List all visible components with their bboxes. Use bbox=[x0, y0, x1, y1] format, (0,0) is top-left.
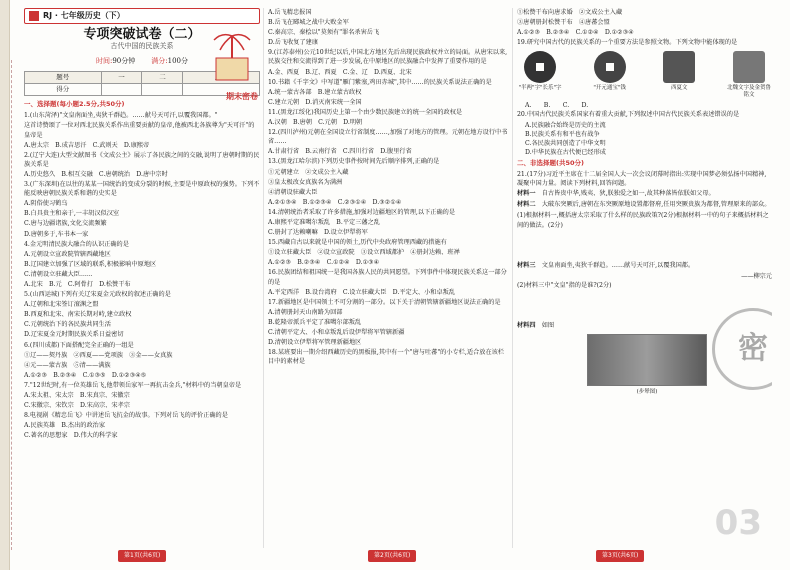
coin-icon bbox=[594, 51, 626, 83]
score-label-cell: 得分 bbox=[25, 84, 102, 96]
question-line: A.②①③④ B.①②③④ C.②③①④ D.③②①④ bbox=[268, 198, 402, 206]
question-line: C.元朝统治下的各民族共同生活 bbox=[24, 321, 111, 329]
score-header-cell: 题号 bbox=[25, 72, 102, 84]
section-one-heading: 一、选择题(每小题2.5分,共50分) bbox=[24, 100, 125, 109]
question-line: 14.清朝统治者采取了许多措施,加强对边疆地区的管理,以下正确的是 bbox=[268, 208, 456, 216]
question-line: 7."12世纪时,有一位英雄岳飞,他带领岳家军一再抗击金兵,"材料中的当朝皇帝是 bbox=[24, 381, 242, 389]
question-line: A.历史悠久 B.相互交融 C.唐朝统治 D.唐中宗时 bbox=[24, 170, 168, 178]
question-line: 8.电视剧《精忠岳飞》中讲述岳飞抗金的故事。下列对岳飞的评价正确的是 bbox=[24, 412, 228, 420]
column-divider bbox=[512, 8, 513, 548]
question-line: A.北宋 B.元 C.阿骨打 D.松赞干布 bbox=[24, 280, 131, 288]
question-line: ①设立驻藏大臣 ②设立宣政院 ③设立西域都护 ④册封达赖、班禅 bbox=[268, 249, 460, 257]
question-line: A.汉朝 B.唐朝 C.元朝 D.明朝 bbox=[268, 119, 363, 127]
exam-title: 专项突破试卷（二） bbox=[83, 27, 201, 42]
round-seal-stamp: 密 bbox=[712, 308, 772, 390]
question-line: 16.民族团结和祖国统一是我国各族人民的共同愿望。下列事件中体现民族关系这一部分的是 bbox=[268, 269, 507, 286]
question-line: D.清朝设立伊犁将军管理新疆地区 bbox=[268, 339, 362, 347]
option: C.各民族共同创造了中华文明 bbox=[525, 139, 606, 147]
question-line: C.册封了达赖喇嘛 D.设立伊犁将军 bbox=[268, 229, 368, 237]
question-line: 17.新疆地区是中国领土不可分割的一部分。以下关于清朝管辖新疆地区说法正确的是 bbox=[268, 298, 501, 306]
coin-icon bbox=[524, 51, 556, 83]
binding-cut-line bbox=[11, 60, 17, 550]
artifact-b: "开元通宝"钱 bbox=[587, 51, 633, 99]
question-line: D.辽宋夏金元时期民族关系日益密切 bbox=[24, 331, 124, 339]
question-line: C.秦高宗、秦桧以"莫须有"罪名杀害岳飞 bbox=[268, 29, 380, 37]
question-line: A.平定西洋 B.设台湾府 C.设立驻藏大臣 D.平定大、小和卓叛乱 bbox=[268, 288, 456, 296]
question-line: A.岳飞精忠报国 bbox=[268, 9, 312, 16]
section-two-heading: 二、非选择题(共50分) bbox=[517, 158, 584, 167]
final-exam-stamp: 期末密卷 bbox=[226, 92, 258, 101]
question-line: ④清朝设驻藏大臣 bbox=[268, 188, 318, 196]
question-line: ③唐朝册封松赞干布 ④唐蕃会盟 bbox=[517, 19, 610, 27]
question-20: 20.中国古代民族关系国家有着重大贡献,下列叙述中国古代民族关系表述错误的是 bbox=[517, 111, 740, 119]
painting-image bbox=[587, 334, 707, 386]
question-line: B.岳飞在郾城之战中大败金军 bbox=[268, 19, 349, 27]
question-line: 2.(辽宁大连)大型文献图书《文成公主》展示了各民族之间的交融,说明了唐朝时期的民族关系是 bbox=[24, 151, 260, 168]
material-3-source: ——柳宗元 bbox=[741, 272, 772, 280]
series-logo-icon bbox=[29, 11, 39, 21]
question-line: 5.(山西运城)下列有关辽宋夏金元政权的叙述正确的是 bbox=[24, 291, 171, 299]
artifact-d: 北魏文字及金贺鲁铭文 bbox=[726, 51, 772, 99]
question-line: ①松赞干布向唐求婚 ②文成公主入藏 bbox=[517, 9, 623, 16]
question-line: D.岳飞收复了建康 bbox=[268, 39, 319, 47]
exam-subtitle: 古代中国的民族关系 bbox=[110, 42, 174, 51]
question-line: C.清朝设立驻藏大臣…… bbox=[24, 270, 93, 278]
question-line: B.白具贵主和亲于,一丰胡汉似汉室 bbox=[24, 210, 120, 218]
question-line: 11.(黑龙江绥化)我国历史上第一个由少数民族建立的统一全国的政权是 bbox=[268, 108, 463, 116]
painting-caption: (步辇图) bbox=[636, 388, 658, 395]
question-line: 3.(广东深圳)在以往的某某一国统治的变成分裂的时候,主要是中原政权的强势。下列不能反映唐朝民族关系和谐的史实是 bbox=[24, 181, 260, 198]
material-4: 材料四 如图 bbox=[517, 321, 555, 329]
score-header-cell: 二 bbox=[142, 72, 183, 84]
question-line: A.辽朝和北宋签订澶渊之盟 bbox=[24, 301, 99, 309]
option: B.民族关系有和平也有战争 bbox=[525, 130, 600, 138]
page-watermark-number: 03 bbox=[714, 502, 762, 543]
question-list-1 bbox=[24, 111, 260, 440]
artifact-images bbox=[517, 51, 772, 99]
column-1 bbox=[24, 8, 260, 548]
question-line: 13.(黑龙江哈尔滨)下列历史事件按时间先后顺序排列,正确的是 bbox=[268, 158, 440, 166]
question-line: B.乾隆帝派兵平定了准噶尔部叛乱 bbox=[268, 318, 362, 326]
binding-strip bbox=[0, 0, 10, 570]
question-line: A.宋太祖、宋太宗 B.宋真宗、宋徽宗 bbox=[24, 392, 130, 399]
question-line: 这首诗赞颂了一位对西北民族关系作出重要贡献的皇帝,他被西北各族尊为"天可汗"的皇帝是 bbox=[24, 122, 255, 139]
material-1: 材料一 自古皆贵中华,贱夷、狄,朕独爱之如一,故其种落皆依朕如父母。 bbox=[517, 190, 715, 198]
question-line: 15.西藏自古以来就是中国的领土,历代中央政府管理西藏的措施有 bbox=[268, 239, 447, 247]
page-footer-1: 第1页(共6页) bbox=[118, 550, 166, 562]
question-line: A.①②③ B.②③④ C.①③⑤ D.①②③④⑤ bbox=[24, 371, 147, 379]
question-line: A.元朝设立宣政院管辖西藏地区 bbox=[24, 250, 111, 258]
question-line: A.统一蒙古各部 B.建立蒙古政权 bbox=[268, 88, 362, 96]
question-line: A.清朝册封天山南路为回部 bbox=[268, 308, 343, 316]
option: A.民族融合始终是历史的主流 bbox=[525, 121, 606, 129]
question-line: C.著名的思想家 D.伟大的科学家 bbox=[24, 432, 118, 440]
series-label: RJ · 七年级历史（下） bbox=[43, 11, 125, 21]
seal-icon bbox=[663, 51, 695, 83]
question-21-2: (2)材料三中"文皇"指的是谁?(2分) bbox=[517, 281, 612, 289]
question-line: B.西夏和北宋、南宋长期对峙,建立政权 bbox=[24, 311, 132, 319]
artifact-a: "半两"字"长乐"字 bbox=[517, 51, 563, 99]
page-footer-3: 第3页(共6页) bbox=[596, 550, 644, 562]
statue-icon bbox=[733, 51, 765, 83]
question-21: 21.(17分)习近平主席在十二届全国人大一次会议闭幕时指出:实现中国梦必须弘扬中国精神,凝聚中国力量。阅读下列材料,回答问题。 bbox=[517, 171, 767, 188]
question-line: ④元——蒙古族 ⑤清——满族 bbox=[24, 361, 111, 369]
series-header bbox=[24, 8, 260, 24]
palm-tree-icon bbox=[208, 28, 256, 86]
question-line: C.宋徽宗、宋钦宗 D.宋高宗、宋孝宗 bbox=[24, 402, 130, 410]
score-input-cell[interactable] bbox=[142, 84, 183, 96]
question-line: A.①②③ B.②③④ C.①②④ D.①②③④ bbox=[517, 29, 634, 37]
question-line: C.建立元朝 D.消灭南宋统一全国 bbox=[268, 98, 362, 106]
question-line: B.辽国建立加强了区域的联系,积极影响中原地区 bbox=[24, 260, 157, 268]
question-19: 19.研究中国古代的民族关系的一个重要方法是参照文物。下列文物中能体现的是 bbox=[517, 39, 738, 47]
question-line: 12.(四川泸州)元朝在全国设立行省制度……,加强了对地方的管理。元朝在地方设行中书省…… bbox=[268, 129, 508, 146]
question-line: ①元朝建立 ②文成公主入藏 bbox=[268, 168, 349, 176]
option: D.中华民族在古代便已经形成 bbox=[525, 148, 606, 156]
question-line: ①辽——契丹族 ②西夏——党项族 ③金——女真族 bbox=[24, 351, 173, 359]
answer-space[interactable] bbox=[517, 231, 772, 261]
material-3: 材料三 文皇南面坐,夷狄千群趋。……献号天可汗,以覆我国都。 bbox=[517, 261, 695, 269]
question-line: A.金、西夏 B.辽、西夏 C.金、辽 D.西夏、北宋 bbox=[268, 68, 412, 76]
question-list-2 bbox=[268, 8, 508, 366]
question-19-options: A. B. C. D. bbox=[525, 102, 589, 110]
question-line: A.民族英雄 B.杰出的政治家 bbox=[24, 422, 106, 430]
column-divider bbox=[263, 8, 264, 548]
column-3 bbox=[517, 8, 772, 548]
score-header-cell: 一 bbox=[101, 72, 142, 84]
time-info: 时间:90分钟 bbox=[95, 57, 136, 66]
question-line: 10.书籍《千字文》中写道"雁门紫塞,鸡田赤城",其中……的民族关系说法正确的是 bbox=[268, 78, 492, 86]
question-line: 1.(山东菏泽)"文皇南面坐,夷狄千群趋。……献号天可汗,以覆我国都。" bbox=[24, 112, 218, 120]
question-line: A.甘肃行省 B.云南行省 C.四川行省 D.腹里行省 bbox=[268, 148, 412, 156]
question-line: C.唐与边疆诸族,文化交流频繁 bbox=[24, 220, 107, 228]
question-line: 4.金元明清民族大融合的认识正确的是 bbox=[24, 240, 129, 248]
question-line: A.①②③ B.②③④ C.①②④ D.①③④ bbox=[268, 259, 380, 267]
score-input-cell[interactable] bbox=[101, 84, 142, 96]
column-2 bbox=[268, 8, 508, 548]
question-line: A.唐太宗 B.成吉思汗 C.武则天 D.康熙帝 bbox=[24, 141, 150, 149]
question-line: ③皇太极改女真族名为满洲 bbox=[268, 178, 343, 186]
question-list-3 bbox=[517, 8, 772, 37]
question-line: C.清朝平定大、小和卓叛乱后设伊犁将军管辖新疆 bbox=[268, 329, 405, 336]
score-info: 满分:100分 bbox=[151, 57, 188, 66]
question-line: D.唐朝多于,车书本一家 bbox=[24, 230, 89, 238]
question-line: 9.(江苏泰州)公元10世纪以后,中国北方地区先后出现民族政权并立的局面。从唐宋以来,民族交往和交流得到了进一步发展,在中原地区的民族融合中发挥了重要作用的是 bbox=[268, 49, 508, 66]
material-2: 材料二 大破东突厥后,唐朝在东突厥原地设置都督府,任用突厥贵族为都督,管理原来的部众。 bbox=[517, 201, 771, 209]
question-line: A.阴俗使习鹤乌 bbox=[24, 200, 68, 208]
page-footer-2: 第2页(共6页) bbox=[368, 550, 416, 562]
question-line: 18.某班要出一期介绍西藏历史的黑板报,其中有一个"唐与吐蕃"的小专栏,适合放在该栏目中的素材是 bbox=[268, 349, 505, 366]
question-line: 6.(四川成都)下面搭配完全正确的一组是 bbox=[24, 341, 134, 349]
question-21-1: (1)根据材料一,概括唐太宗采取了什么样的民族政策?(2分)根据材料一中的句子来概括材料之间的做法。(2分) bbox=[517, 212, 769, 229]
question-line: A.康熙平定准噶尔叛乱 B.平定三藩之乱 bbox=[268, 218, 380, 226]
artifact-c: 西夏文 bbox=[656, 51, 702, 99]
